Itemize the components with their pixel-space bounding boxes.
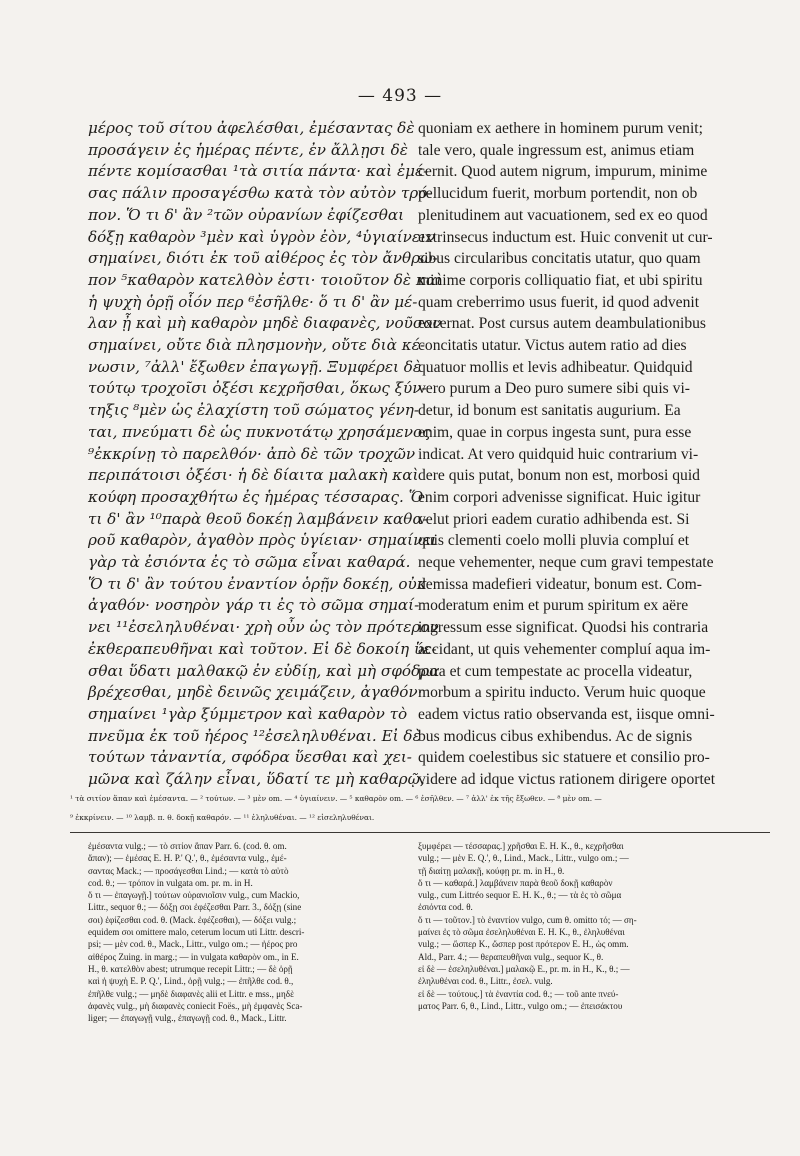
greek-line: δόξῃ καθαρὸν ³μὲν καὶ ὑγρὸν ἐὸν, ⁴ὑγιαίνειν — [88, 227, 436, 246]
latin-line: plenitudinem aut vacuationem, sed ex eo quod — [418, 206, 708, 224]
greek-line: τηξις ⁸μὲν ὡς ἐλαχίστη τοῦ σώματος γένη- — [88, 401, 419, 420]
greek-line: πνεῦμα ἐκ τοῦ ἠέρος ¹²ἐσεληλυθέναι. Εἰ δὲ — [88, 726, 421, 745]
apparatus-line: vulg.; — μὲν E. Q.', θ., Lind., Mack., Littr., vulgo om.; — — [418, 853, 629, 864]
apparatus-line: Littr., sequor θ.; — δόξῃ σοι ἐφέζεσθαι Parr. 3., δόξῃ (sine — [88, 902, 302, 913]
apparatus-line: σαντας Mack.; — προσάγεσθαι Lind.; — κατὰ τὸ αὐτὸ — [88, 865, 289, 876]
apparatus-line: Ald., Parr. 4.; — θεραπευθῆναι vulg., sequor K., θ. — [418, 951, 604, 962]
greek-line: τι δ' ἂν ¹⁰παρὰ θεοῦ δοκέῃ λαμβάνειν καθα- — [88, 509, 428, 528]
latin-line: dere quis putat, bonum non est, morbosi quid — [418, 467, 700, 485]
apparatus-line: equidem σοι omittere malo, ceterum locum uti Littr. descri- — [88, 927, 305, 938]
latin-line: quoniam ex aethere in hominem purum venit; — [418, 120, 703, 137]
latin-line: indicat. At vero quidquid huic contrarium vi- — [418, 445, 699, 463]
greek-line: τούτῳ τροχοῖσι ὀξέσι κεχρῆσθαι, ὅκως ξύν- — [88, 379, 427, 398]
latin-line: quatuor mollis et levis adhibeatur. Quidquid — [418, 358, 693, 376]
greek-line: σθαι ὕδατι μαλθακῷ ἐν εὐδίῃ, καὶ μὴ σφόδρα — [88, 661, 440, 680]
apparatus-line: ξυμφέρει — τέσσαρας.] χρῆσθαι E. H. K., θ., κεχρῆσθαι — [418, 841, 624, 851]
apparatus-line: εἰ δὲ — τούτους.] τὰ ἐναντία cod. θ.; — τοῦ ante πνεύ- — [418, 988, 619, 999]
greek-line: ται, πνεύματι δὲ ὡς πυκνοτάτῳ χρησάμενος — [88, 422, 431, 441]
apparatus-line: cod. θ.; — τρόπον in vulgata om. pr. m. in H. — [88, 877, 253, 888]
latin-line: quis clementi coelo molli pluvia compluí et — [418, 532, 690, 550]
greek-line: τούτων τἀναντία, σφόδρα ὕεσθαι καὶ χει- — [88, 748, 412, 767]
greek-line: πέντε κομίσασθαι ¹τὰ σιτία πάντα· καὶ ἐμέ- — [88, 162, 429, 181]
latin-line: pura et cum tempestate ac procella videatur, — [418, 662, 693, 680]
apparatus-line: τῇ διαίτῃ μαλακῇ, κούφῃ pr. m. in H., θ. — [418, 865, 565, 876]
greek-line: ⁹ἐκκρίνῃ τὸ παρελθόν· ἀπὸ δὲ τῶν τροχῶν — [88, 444, 416, 463]
latin-line: detur, id bonum est sanitatis augurium. Ea — [418, 402, 681, 420]
latin-line: velut priori eadem curatio adhibenda est. Si — [418, 510, 690, 528]
critical-apparatus-right — [418, 840, 778, 1012]
divider — [70, 832, 770, 833]
footnote-line: ¹ τὰ σιτίον ἅπαν καὶ ἐμέσαντα. — ² τούτων. — ³ μὲν om. — ⁴ ὑγιαίνειν. — ⁵ καθαρὸν om. — ⁶ ἐσῆλθεν. — ⁷ ἀλλ' ἐκ τῆς ἔξωθεν. — ⁸ μὲν om. — — [70, 794, 602, 804]
latin-line: excernat. Post cursus autem deambulationibus — [418, 315, 706, 333]
latin-line: pellucidum fuerit, morbum portendit, non ob — [418, 185, 698, 203]
greek-line: νωσιν, ⁷ἀλλ' ἔξωθεν ἐπαγωγῇ. Ξυμφέρει δὲ — [88, 357, 422, 376]
latin-line: ingressum esse significat. Quodsi his contraria — [418, 619, 709, 637]
apparatus-line: vulg., cum Littréo sequor E. H. K., θ.; — τὰ ἐς τὸ σῶμα — [418, 890, 622, 901]
latin-line: concitatis utatur. Victus autem ratio ad dies — [418, 337, 687, 355]
greek-line: βρέχεσθαι, μηδὲ δεινῶς χειμάζειν, ἀγαθόν· — [88, 683, 423, 702]
latin-line: moderatum enim et purum spiritum ex aëre — [418, 597, 689, 615]
greek-line: ροῦ καθαρὸν, ἀγαθὸν πρὸς ὑγίειαν· σημαίνει — [88, 531, 437, 550]
latin-line: enim corpori advenisse significat. Huic igitur — [418, 488, 701, 506]
apparatus-line: αἰθέρος Zuing. in marg.; — in vulgata καθαρὸν om., in E. — [88, 951, 299, 962]
latin-line: enim, quae in corpus ingesta sunt, pura esse — [418, 423, 692, 441]
apparatus-line: ὅ τι — καθαρά.] λαμβάνειν παρὰ θεοῦ δοκῇ καθαρὸν — [418, 877, 613, 888]
latin-line: neque vehementer, neque cum gravi tempestate — [418, 554, 714, 572]
apparatus-line: καὶ ἡ ψυχὴ E. P. Q.', Lind., ὁρῇ vulg.; — ἐπῆλθε cod. θ., — [88, 976, 294, 987]
latin-line: extrinsecus inductum est. Huic convenit ut cur- — [418, 228, 713, 246]
apparatus-line: psi; — μὲν cod. θ., Mack., Littr., vulgo om.; — ἠέρος pro — [88, 939, 298, 950]
apparatus-line: ἐπῆλθε vulg.; — μηδὲ διαφανὲς alii et Littr. e mss., μηδὲ — [88, 988, 294, 999]
latin-line: minime corporis colliquatio fiat, et ubi spiritu — [418, 271, 703, 289]
latin-line: cernit. Quod autem nigrum, impurum, minime — [418, 163, 708, 181]
latin-line: sibus circularibus concitatis utatur, quo quam — [418, 250, 701, 268]
apparatus-line: σοι) ἐφίζεσθαι cod. θ. (Mack. ἐφέζεσθαι), — δόξει vulg.; — [88, 914, 297, 925]
greek-line: ἀγαθόν· νοσηρὸν γάρ τι ἐς τὸ σῶμα σημαί- — [88, 596, 420, 615]
apparatus-line: ματος Parr. 6, θ., Lind., Littr., vulgo om.; — ἐπεισάκτου — [418, 1000, 623, 1011]
latin-line: tale vero, quale ingressum est, animus etiam — [418, 141, 695, 159]
greek-line: γὰρ τὰ ἐσιόντα ἐς τὸ σῶμα εἶναι καθαρά. — [88, 553, 411, 572]
apparatus-line: vulg.; — ὥσπερ K., ὥσπερ post πρότερον E. H., ὡς omm. — [418, 939, 629, 950]
greek-line: σημαίνει, διότι ἐκ τοῦ αἰθέρος ἐς τὸν ἄνθρω- — [88, 249, 438, 268]
apparatus-line: ἐληλυθέναι cod. θ., Littr., ἐσελ. vulg. — [418, 976, 553, 987]
greek-line: σας πάλιν προσαγέσθω κατὰ τὸν αὐτὸν τρό- — [88, 184, 433, 203]
footnote-line: ⁹ ἐκκρίνειν. — ¹⁰ λαμβ. π. θ. δοκῇ καθαρόν. — ¹¹ ἐληλυθέναι. — ¹² εἰσεληλυθέναι. — [70, 812, 375, 822]
apparatus-line: ὅ τι — τοῦτον.] τὸ ἐναντίον vulgo, cum θ. omitto τό; — ση- — [418, 914, 637, 925]
latin-translation-column — [418, 118, 778, 791]
latin-line: demissa madefieri videatur, bonum est. Com- — [418, 575, 702, 593]
footnotes — [70, 786, 770, 830]
apparatus-line: ἅπαν); — ἐμέσας E. H. P.' Q.', θ., ἐμέσαντα vulg., ἐμέ- — [88, 853, 287, 864]
latin-line: vero purum a Deo puro sumere sibi quis vi- — [418, 380, 690, 398]
greek-line: κούφη προσαχθήτω ἐς ἡμέρας τέσσαρας. Ὅ — [88, 487, 424, 506]
apparatus-line: ἐμέσαντα vulg.; — τὸ σιτίον ἅπαν Parr. 6. (cod. θ. om. — [88, 841, 287, 851]
latin-line: morbum a spiritu inducto. Verum huic quoque — [418, 684, 706, 702]
greek-line: περιπάτοισι ὀξέσι· ἡ δὲ δίαιτα μαλακὴ καὶ — [88, 466, 419, 485]
greek-line: πον. Ὅ τι δ' ἂν ²τῶν οὐρανίων ἐφίζεσθαι — [88, 205, 405, 224]
apparatus-line: H., θ. κατελθὸν abest; utrumque recepit Littr.; — δὲ ὁρῇ — [88, 963, 293, 974]
greek-line: νει ¹¹ἐσεληλυθέναι· χρὴ οὖν ὡς τὸν πρότερον — [88, 618, 439, 637]
latin-line: quam creberrimo usus fuerit, id quod advenit — [418, 293, 700, 311]
latin-line: videre ad idque victus rationem dirigere oportet — [418, 771, 716, 789]
greek-line: μέρος τοῦ σίτου ἀφελέσθαι, ἐμέσαντας δὲ — [88, 119, 415, 137]
greek-line: σημαίνει, οὔτε διὰ πλησμονὴν, οὔτε διὰ κέ- — [88, 336, 425, 355]
greek-line: ἐκθεραπευθῆναι καὶ τοῦτον. Εἰ δὲ δοκοίη ὕε- — [88, 639, 437, 658]
apparatus-line: μαίνει ἐς τὸ σῶμα ἐσεληλυθέναι E. H. K., θ., ἐληλυθέναι — [418, 927, 625, 938]
apparatus-line: ἀφανὲς vulg., μὴ διαφανὲς coniecit Foës., μὴ ἐμφανὲς Sca- — [88, 1000, 303, 1011]
greek-line: ἡ ψυχὴ ὁρῇ οἷόν περ ⁶ἐσῆλθε· ὅ τι δ' ἂν μέ- — [88, 292, 418, 311]
greek-line: μῶνα καὶ ζάλην εἶναι, ὕδατί τε μὴ καθαρῷ, — [88, 770, 425, 789]
apparatus-line: εἰ δὲ — ἐσεληλυθέναι.] μαλακῷ E., pr. m. in H., K., θ.; — — [418, 963, 630, 974]
latin-line: bus modicus cibus exhibendus. Ac de signis — [418, 727, 693, 745]
critical-apparatus-left — [88, 840, 400, 1024]
greek-line: Ὅ τι δ' ἂν τούτου ἐναντίον ὁρῇν δοκέῃ, οὐκ — [88, 574, 427, 593]
greek-line: λαν ᾖ καὶ μὴ καθαρὸν μηδὲ διαφανὲς, νοῦσον — [88, 314, 442, 333]
apparatus-line: liger; — ἐπαγωγῇ vulg., ἐπαγωγῇ cod. θ., Mack., Littr. — [88, 1013, 287, 1024]
latin-line: quidem coelestibus sic statuere et consilio pro- — [418, 749, 710, 767]
latin-line: accidant, ut quis vehementer compluí aqua im- — [418, 640, 711, 658]
apparatus-line: ὅ τι — ἐπαγωγῇ.] τούτων οὐρανιοῖσιν vulg., cum Mackio, — [88, 890, 300, 901]
apparatus-line: ἐσιόντα cod. θ. — [418, 902, 473, 913]
greek-line: πον ⁵καθαρὸν κατελθὸν ἐστι· τοιοῦτον δὲ καὶ — [88, 270, 443, 289]
page-number: — 493 — — [357, 86, 443, 106]
latin-line: eadem victus ratio observanda est, iisque omni- — [418, 705, 715, 723]
greek-line: προσάγειν ἐς ἡμέρας πέντε, ἐν ἄλλῃσι δὲ — [88, 140, 408, 159]
greek-line: σημαίνει ¹γὰρ ξύμμετρον καὶ καθαρὸν τὸ — [88, 704, 408, 723]
